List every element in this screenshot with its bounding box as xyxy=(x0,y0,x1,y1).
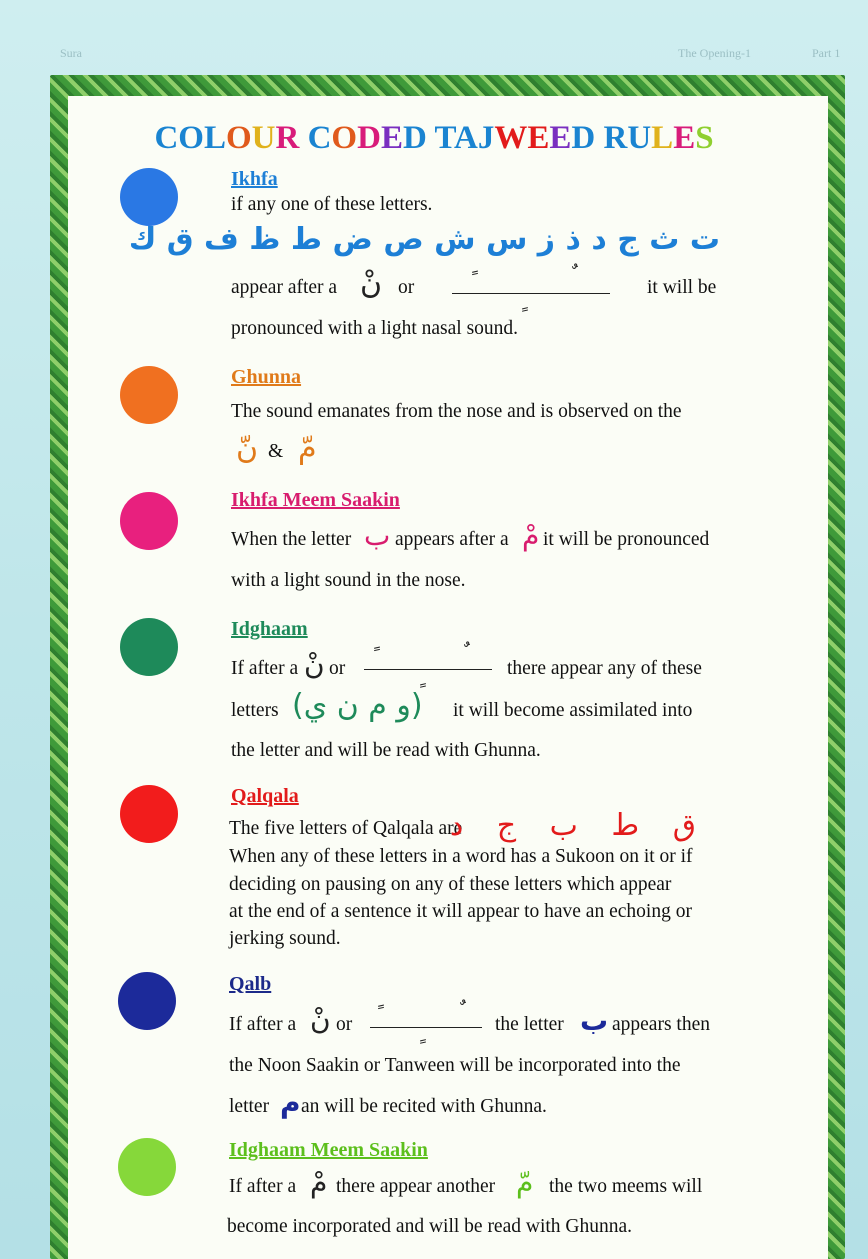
title-letter: E xyxy=(673,120,696,156)
ikhfa-text-3: pronounced with a light nasal sound. xyxy=(231,318,519,339)
idghaam-meem-text-1b: there appear another xyxy=(336,1176,496,1197)
qalb-text-1a: If after a xyxy=(229,1014,297,1035)
qalb-ba: ب xyxy=(580,1004,609,1037)
idghaam-text-2a: letters xyxy=(231,700,279,721)
title-letter: C xyxy=(307,120,332,156)
idghaam-noon: نْ xyxy=(304,648,325,681)
qalb-text-3a: letter xyxy=(229,1096,270,1117)
idghaam-text-3: the letter and will be read with Ghunna. xyxy=(231,740,541,761)
qalb-heading: Qalb xyxy=(229,973,272,995)
title-letter: R xyxy=(275,120,300,156)
idghaam-color-dot xyxy=(120,618,178,676)
qalqala-color-dot xyxy=(120,785,178,843)
ghunna-noon: نّ xyxy=(236,431,259,466)
ikhfa-meem-text-1c: it will be pronounced xyxy=(543,529,710,550)
title-letter: O xyxy=(178,120,204,156)
idghaam-text-2b: it will become assimilated into xyxy=(453,700,693,721)
content-panel xyxy=(68,96,828,1259)
title-letter xyxy=(299,120,307,156)
idghaam-meem-color-dot xyxy=(118,1138,176,1196)
idghaam-text-1b: or xyxy=(329,658,346,679)
ikhfa-meem-heading: Ikhfa Meem Saakin xyxy=(231,489,400,511)
title-letter: T xyxy=(434,120,455,156)
idghaam-letters: (و م ن ي) xyxy=(292,688,423,723)
title-letter: D xyxy=(571,120,596,156)
qalb-text-3b: an will be recited with Ghunna. xyxy=(301,1096,547,1117)
title-letter: U xyxy=(251,120,276,156)
title-letter: S xyxy=(695,120,714,156)
qalb-noon: نْ xyxy=(310,1003,331,1036)
title-letter: R xyxy=(603,120,628,156)
chapter-label: The Opening-1 xyxy=(678,46,751,60)
qalqala-text-1: The five letters of Qalqala are xyxy=(229,818,463,839)
idghaam-heading: Idghaam xyxy=(231,618,308,640)
ikhfa-meem-ba: ب xyxy=(364,519,391,552)
qalb-text-1d: appears then xyxy=(612,1014,710,1035)
ghunna-text-1: The sound emanates from the nose and is observed on the xyxy=(231,401,682,422)
title-letter: W xyxy=(494,120,528,156)
title-letter: A xyxy=(454,120,478,156)
idghaam-text-1c: there appear any of these xyxy=(507,658,702,679)
idghaam-meem-text-1c: the two meems will xyxy=(549,1176,703,1197)
ikhfa-noon: نْ xyxy=(360,266,383,301)
qalb-text-1c: the letter xyxy=(495,1014,564,1035)
title-letter: J xyxy=(477,120,495,156)
ghunna-amp: & xyxy=(268,441,284,462)
page-title xyxy=(0,120,868,157)
title-letter: L xyxy=(651,120,674,156)
ikhfa-text-2b: or xyxy=(398,277,415,298)
ghunna-color-dot xyxy=(120,366,178,424)
tanween-blank-3 xyxy=(370,1027,482,1028)
ikhfa-meem-text-2: with a light sound in the nose. xyxy=(231,570,466,591)
title-letter: U xyxy=(627,120,652,156)
ikhfa-heading: Ikhfa xyxy=(231,168,278,190)
title-letter: E xyxy=(380,120,403,156)
ikhfa-text-1: if any one of these letters. xyxy=(231,194,433,215)
tanween-blank-2 xyxy=(364,669,492,670)
title-letter: D xyxy=(357,120,381,156)
ikhfa-meem-text-1b: appears after a xyxy=(395,529,509,550)
qalb-text-2: the Noon Saakin or Tanween will be incorporated into the xyxy=(229,1055,681,1076)
idghaam-meem-text-1a: If after a xyxy=(229,1176,297,1197)
title-letter: O xyxy=(225,120,252,156)
qalqala-text-2: When any of these letters in a word has a Sukoon on it or if xyxy=(229,846,693,867)
idghaam-text-1a: If after a xyxy=(231,658,299,679)
idghaam-meem-text-2: become incorporated and will be read with Ghunna. xyxy=(227,1216,633,1237)
title-letter: E xyxy=(549,120,572,156)
title-letter: O xyxy=(331,120,358,156)
qalqala-letters: ق ط ب ج د xyxy=(449,808,696,843)
ikhfa-color-dot xyxy=(120,168,178,226)
title-letter: E xyxy=(527,120,550,156)
ikhfa-text-2a: appear after a xyxy=(231,277,338,298)
qalqala-text-4: at the end of a sentence it will appear to have an echoing or xyxy=(229,901,692,922)
qalb-text-1b: or xyxy=(336,1014,353,1035)
tanween-blank-1 xyxy=(452,293,610,294)
ikhfa-letters: ت ث ج د ذ ز س ش ص ض ط ظ ف ق ك xyxy=(128,222,720,257)
ghunna-heading: Ghunna xyxy=(231,366,302,388)
ikhfa-meem-color-dot xyxy=(120,492,178,550)
qalqala-heading: Qalqala xyxy=(231,785,299,807)
qalb-meem: م xyxy=(280,1086,301,1119)
title-letter: C xyxy=(154,120,179,156)
page-label: Sura xyxy=(60,46,82,60)
idghaam-meem-heading: Idghaam Meem Saakin xyxy=(229,1139,428,1161)
idghaam-meem-meem: مْ xyxy=(310,1166,328,1199)
ghunna-meem: مّ xyxy=(298,431,317,466)
page-header xyxy=(0,0,868,70)
qalqala-text-3: deciding on pausing on any of these letters which appear xyxy=(229,874,672,895)
ikhfa-meem-text-1a: When the letter xyxy=(231,529,352,550)
idghaam-meem-meem2: مّ xyxy=(516,1166,534,1199)
qalqala-text-5: jerking sound. xyxy=(229,928,341,949)
ikhfa-text-2c: it will be xyxy=(647,277,717,298)
qalb-color-dot xyxy=(118,972,176,1030)
ikhfa-meem-meem: مْ xyxy=(522,519,540,552)
part-label: Part 1 xyxy=(812,46,841,60)
title-letter: L xyxy=(203,120,226,156)
title-letter: D xyxy=(402,120,427,156)
